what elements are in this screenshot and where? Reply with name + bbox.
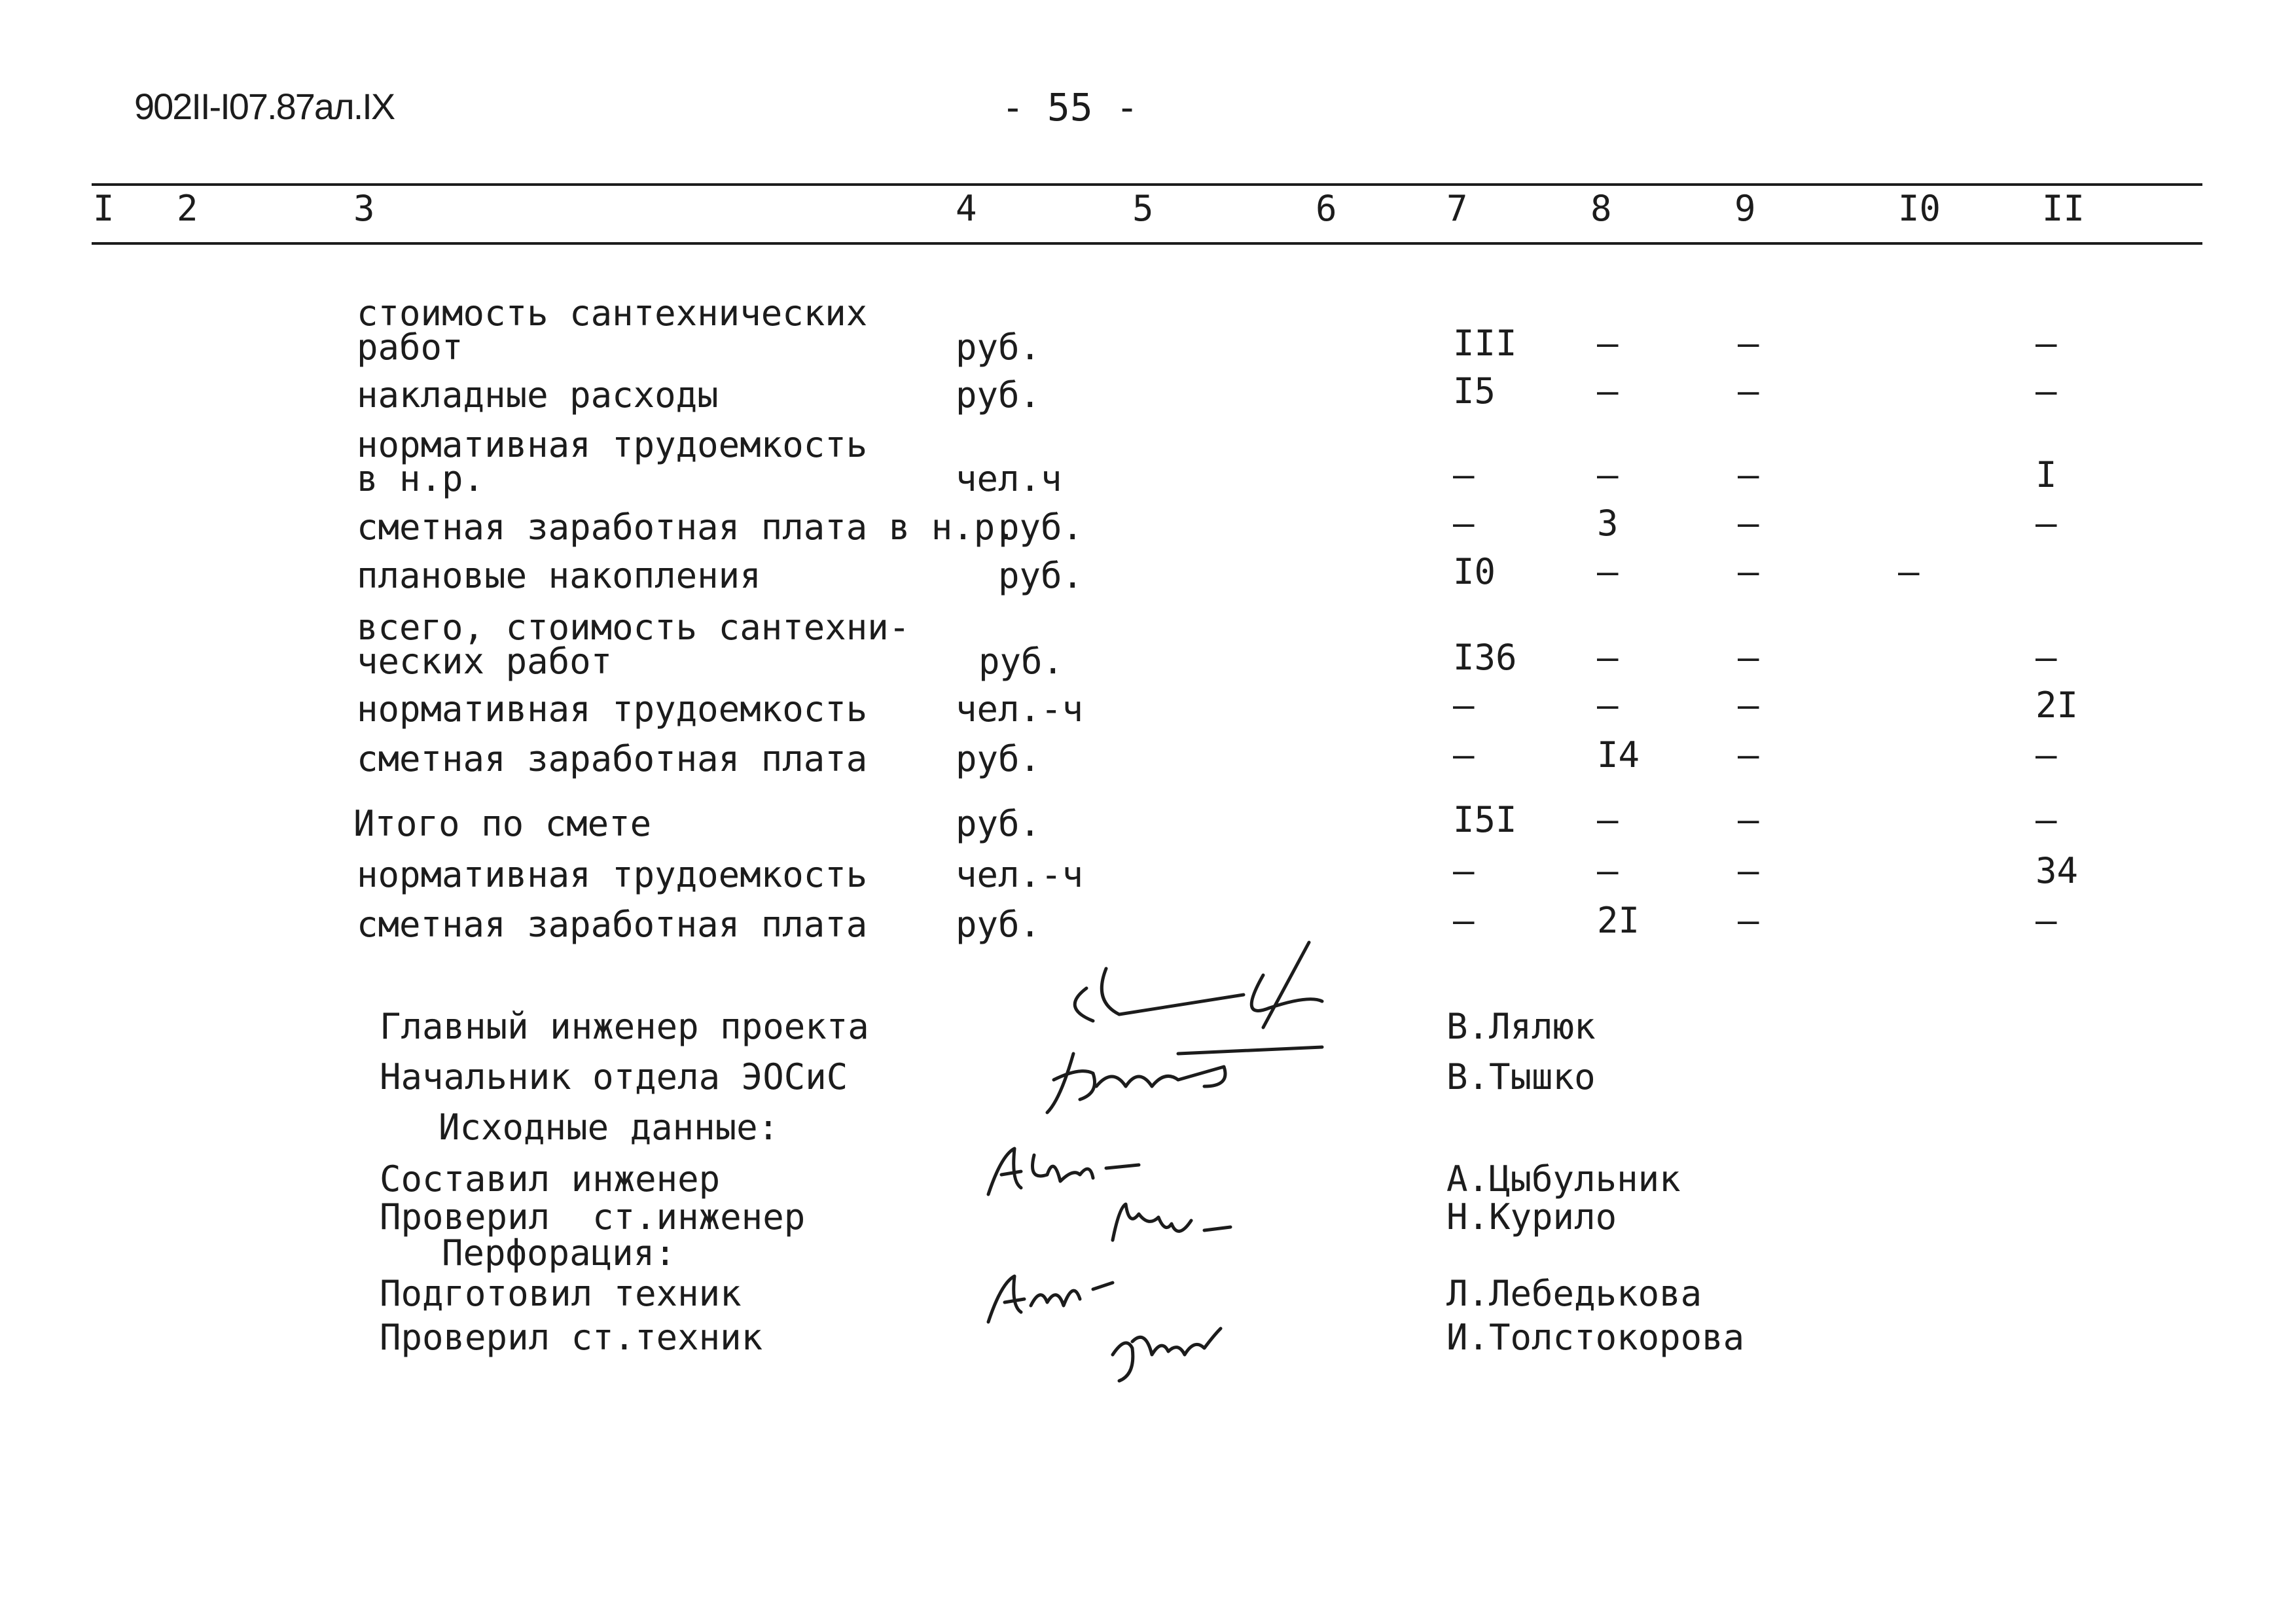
row-cell-c7: I36 <box>1453 637 1517 678</box>
prepared-by-role: Подготовил техник <box>380 1273 742 1314</box>
row-cell-c11: – <box>2036 370 2057 412</box>
row-unit: чел.-ч <box>956 688 1084 730</box>
row-cell-c11: 2I <box>2036 685 2079 726</box>
row-label: нормативная трудоемкость <box>357 688 868 730</box>
row-unit: руб. <box>956 904 1041 945</box>
row-cell-c8: 3 <box>1597 503 1619 544</box>
row-cell-c11: – <box>2036 799 2057 840</box>
dept-head-role: Начальник отдела ЭОСиС <box>380 1056 848 1097</box>
row-cell-c7: – <box>1453 685 1475 726</box>
row-label: в н.р. <box>357 458 485 499</box>
row-unit: руб. <box>998 555 1084 596</box>
row-cell-c11: – <box>2036 637 2057 678</box>
source-data-heading: Исходные данные: <box>439 1107 780 1148</box>
row-unit: руб. <box>956 738 1041 779</box>
row-unit: руб. <box>998 507 1084 548</box>
chief-engineer-role: Главный инженер проекта <box>380 1006 869 1047</box>
row-cell-c11: – <box>2036 323 2057 364</box>
row-cell-c10: – <box>1898 551 1920 592</box>
column-number: 8 <box>1590 188 1612 229</box>
column-number: 3 <box>353 188 375 229</box>
row-cell-c8: – <box>1597 370 1619 412</box>
compiled-by-name: А.Цыбульник <box>1446 1158 1681 1200</box>
row-unit: руб. <box>956 327 1041 368</box>
row-cell-c9: – <box>1738 734 1759 776</box>
row-label: сметная заработная плата в н.р. <box>357 507 1016 548</box>
prepared-by-name: Л.Лебедькова <box>1446 1273 1702 1314</box>
row-label: сметная заработная плата <box>357 904 868 945</box>
row-cell-c8: – <box>1597 637 1619 678</box>
row-cell-c9: – <box>1738 685 1759 726</box>
row-label: работ <box>357 327 463 368</box>
compiled-by-role: Составил инженер <box>380 1158 721 1200</box>
row-cell-c8: 2I <box>1597 900 1640 941</box>
row-cell-c7: – <box>1453 503 1475 544</box>
row-cell-c7: – <box>1453 850 1475 891</box>
row-cell-c8: – <box>1597 685 1619 726</box>
row-cell-c8: – <box>1597 799 1619 840</box>
column-number: 2 <box>177 188 198 229</box>
row-cell-c9: – <box>1738 637 1759 678</box>
column-number: 7 <box>1446 188 1468 229</box>
row-label: нормативная трудоемкость <box>357 854 868 895</box>
row-unit: руб. <box>956 374 1041 416</box>
row-cell-c11: – <box>2036 503 2057 544</box>
document-code: 902II-I07.87ал.IX <box>134 86 395 127</box>
row-cell-c9: – <box>1738 454 1759 495</box>
chief-engineer-signature-icon <box>1047 929 1335 1034</box>
row-cell-c9: – <box>1738 323 1759 364</box>
row-cell-c11: 34 <box>2036 850 2079 891</box>
row-cell-c9: – <box>1738 799 1759 840</box>
column-number: 4 <box>956 188 977 229</box>
row-label: всего, стоимость сантехни- <box>357 607 910 648</box>
row-cell-c9: – <box>1738 503 1759 544</box>
row-cell-c11: – <box>2036 734 2057 776</box>
row-cell-c7: – <box>1453 734 1475 776</box>
row-unit: руб. <box>978 641 1064 682</box>
row-label: стоимость сантехнических <box>357 293 868 334</box>
row-unit: чел.-ч <box>956 854 1084 895</box>
row-cell-c8: I4 <box>1597 734 1640 776</box>
checked-by-role: Проверил ст.инженер <box>380 1196 806 1238</box>
checked-tech-role: Проверил ст.техник <box>380 1317 763 1358</box>
row-cell-c11: I <box>2036 454 2057 495</box>
column-number: 5 <box>1132 188 1154 229</box>
table-top-rule <box>92 183 2202 186</box>
row-cell-c7: I0 <box>1453 551 1496 592</box>
row-cell-c9: – <box>1738 850 1759 891</box>
column-number: I0 <box>1898 188 1941 229</box>
checked-tech-signature-icon <box>1100 1315 1244 1387</box>
column-number: I <box>93 188 115 229</box>
column-number: 9 <box>1734 188 1756 229</box>
page-number: - 55 - <box>1001 85 1139 130</box>
row-unit: чел.ч <box>956 458 1062 499</box>
row-unit: руб. <box>956 803 1041 844</box>
row-cell-c11: – <box>2036 900 2057 941</box>
row-label: сметная заработная плата <box>357 738 868 779</box>
row-cell-c8: – <box>1597 454 1619 495</box>
perforation-heading: Перфорация: <box>442 1232 676 1274</box>
row-cell-c9: – <box>1738 551 1759 592</box>
dept-head-name: В.Тышко <box>1446 1056 1596 1097</box>
checked-by-name: Н.Курило <box>1446 1196 1617 1238</box>
row-label: ческих работ <box>357 641 613 682</box>
row-label: накладные расходы <box>357 374 719 416</box>
row-label: нормативная трудоемкость <box>357 424 868 465</box>
column-number: II <box>2042 188 2085 229</box>
row-cell-c7: – <box>1453 900 1475 941</box>
row-label: Итого по смете <box>353 803 652 844</box>
row-cell-c7: – <box>1453 454 1475 495</box>
checked-by-signature-icon <box>1100 1194 1270 1253</box>
row-cell-c8: – <box>1597 850 1619 891</box>
dept-head-signature-icon <box>1034 1041 1335 1119</box>
row-cell-c7: III <box>1453 323 1517 364</box>
row-cell-c7: I5 <box>1453 370 1496 412</box>
row-cell-c8: – <box>1597 323 1619 364</box>
table-header-bottom-rule <box>92 242 2202 245</box>
checked-tech-name: И.Толстокорова <box>1446 1317 1745 1358</box>
column-number: 6 <box>1316 188 1337 229</box>
row-cell-c9: – <box>1738 900 1759 941</box>
row-cell-c9: – <box>1738 370 1759 412</box>
chief-engineer-name: В.Лялюк <box>1446 1006 1596 1047</box>
row-cell-c8: – <box>1597 551 1619 592</box>
row-cell-c7: I5I <box>1453 799 1517 840</box>
row-label: плановые накопления <box>357 555 761 596</box>
